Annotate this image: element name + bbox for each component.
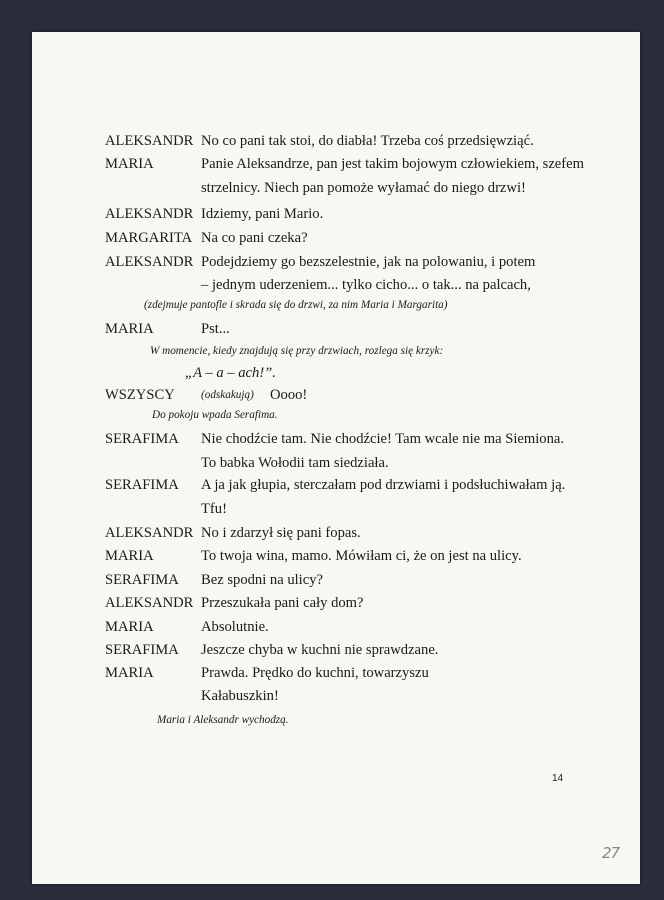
script-line <box>32 318 640 340</box>
script-line <box>32 569 640 591</box>
speaker-name: ALEKSANDR <box>105 206 194 222</box>
speaker-name: WSZYSCY <box>105 387 175 403</box>
script-line <box>32 685 640 707</box>
script-line <box>32 153 640 175</box>
stage-direction <box>32 340 640 362</box>
speaker-name: MARIA <box>105 548 154 564</box>
dialogue-text: Na co pani czeka? <box>201 230 308 246</box>
dialogue-text: „A – a – ach!”. <box>185 365 276 381</box>
speaker-name: ALEKSANDR <box>105 525 194 541</box>
dialogue-text: Pst... <box>201 321 230 337</box>
script-line <box>32 203 640 225</box>
speaker-name: SERAFIMA <box>105 642 179 658</box>
stage-direction <box>32 294 640 316</box>
dialogue-text: Oooo! <box>270 387 308 403</box>
stage-direction <box>32 709 640 731</box>
document-page <box>32 32 640 884</box>
script-line <box>32 177 640 199</box>
speaker-name: MARIA <box>105 665 154 681</box>
script-line <box>32 592 640 614</box>
speaker-name: ALEKSANDR <box>105 254 194 270</box>
dialogue-text: – jednym uderzeniem... tylko cicho... o tak... na palcach, <box>201 277 531 293</box>
dialogue-text: Przeszukała pani cały dom? <box>201 595 364 611</box>
dialogue-text: Absolutnie. <box>201 619 269 635</box>
stage-direction <box>32 404 640 426</box>
script-line <box>32 616 640 638</box>
speaker-name: MARIA <box>105 619 154 635</box>
script-line <box>32 545 640 567</box>
dialogue-text: No i zdarzył się pani fopas. <box>201 525 361 541</box>
stage-direction-text: Do pokoju wpada Serafima. <box>152 409 278 421</box>
dialogue-text: Prawda. Prędko do kuchni, towarzyszu <box>201 665 429 681</box>
stage-direction-text: (zdejmuje pantofle i skrada się do drzwi, za nim Maria i Margarita) <box>144 299 448 311</box>
dialogue-text: Nie chodźcie tam. Nie chodźcie! Tam wcale nie ma Siemiona. <box>201 431 564 447</box>
speaker-name: ALEKSANDR <box>105 133 194 149</box>
script-line <box>32 274 640 296</box>
dialogue-text: Kałabuszkin! <box>201 688 279 704</box>
speaker-name: MARIA <box>105 156 154 172</box>
script-line <box>32 251 640 273</box>
dialogue-text: Bez spodni na ulicy? <box>201 572 323 588</box>
stage-direction-text: Maria i Aleksandr wychodzą. <box>157 714 289 726</box>
speaker-name: SERAFIMA <box>105 572 179 588</box>
script-line <box>32 474 640 496</box>
script-line <box>32 384 640 406</box>
script-line <box>32 428 640 450</box>
speaker-name: SERAFIMA <box>105 431 179 447</box>
dialogue-text: To babka Wołodii tam siedziała. <box>201 455 389 471</box>
stage-direction-text: W momencie, kiedy znajdują się przy drzwiach, rozlega się krzyk: <box>150 345 444 357</box>
handwritten-page-number: 27 <box>602 844 620 862</box>
script-line <box>32 362 640 384</box>
script-line <box>32 452 640 474</box>
dialogue-text: Idziemy, pani Mario. <box>201 206 324 222</box>
speaker-name: ALEKSANDR <box>105 595 194 611</box>
script-line <box>32 522 640 544</box>
dialogue-text: To twoja wina, mamo. Mówiłam ci, że on jest na ulicy. <box>201 548 522 564</box>
dialogue-text: A ja jak głupia, sterczałam pod drzwiami i podsłuchiwałam ją. <box>201 477 566 493</box>
dialogue-text: Jeszcze chyba w kuchni nie sprawdzane. <box>201 642 439 658</box>
dialogue-text: Tfu! <box>201 501 227 517</box>
speaker-name: SERAFIMA <box>105 477 179 493</box>
dialogue-text: strzelnicy. Niech pan pomoże wyłamać do niego drzwi! <box>201 180 526 196</box>
dialogue-text: Panie Aleksandrze, pan jest takim bojowym człowiekiem, szefem <box>201 156 584 172</box>
script-line <box>32 130 640 152</box>
script-line <box>32 227 640 249</box>
page-number: 14 <box>552 773 564 784</box>
dialogue-text: Podejdziemy go bezszelestnie, jak na polowaniu, i potem <box>201 254 536 270</box>
speaker-name: MARGARITA <box>105 230 193 246</box>
script-line <box>32 662 640 684</box>
speaker-name: MARIA <box>105 321 154 337</box>
script-line <box>32 639 640 661</box>
script-line <box>32 498 640 520</box>
dialogue-text: No co pani tak stoi, do diabła! Trzeba coś przedsięwziąć. <box>201 133 534 149</box>
stage-direction-text: (odskakują) <box>201 389 254 401</box>
